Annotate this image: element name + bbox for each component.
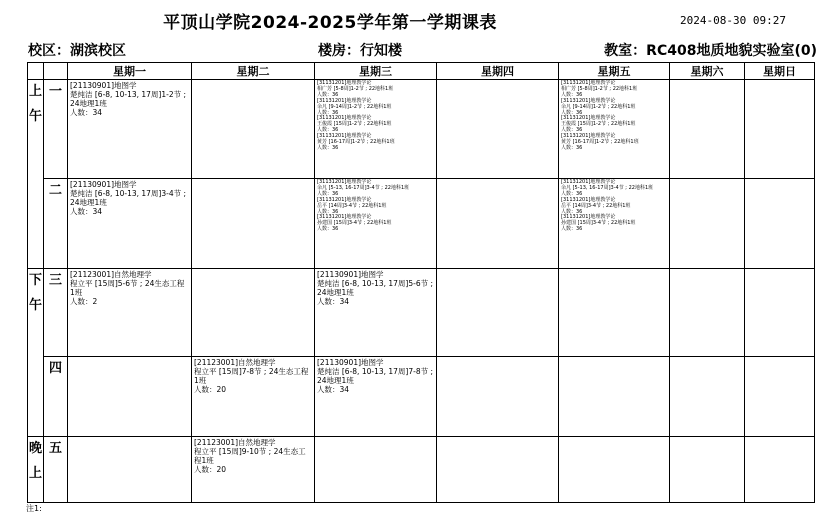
- slot-label: 三: [44, 269, 68, 357]
- slot-row: [28, 179, 815, 269]
- schedule-cell: [68, 437, 192, 503]
- schedule-cell: [68, 80, 192, 179]
- schedule-cell: [670, 80, 745, 179]
- slot-label: 一: [44, 80, 68, 179]
- slot-label: 二: [44, 179, 68, 269]
- header-corner-slot: [44, 63, 68, 80]
- schedule-cell: [437, 357, 559, 437]
- course-entry: [31131201]地理教学论 余凡 [9-14周]1-2节 ; 22地科1班 人数：36: [317, 97, 392, 116]
- schedule-cell: [437, 80, 559, 179]
- page-title: 平顶山学院2024-2025学年第一学期课表: [163, 13, 497, 33]
- course-entry: [21123001]自然地理学 程立平 [15周]5-6节 ; 24生态工程1班 人数：2: [70, 270, 185, 306]
- weekday-header: 星期日: [745, 63, 815, 80]
- schedule-cell: [559, 269, 670, 357]
- period-evening: [28, 437, 44, 503]
- timetable-grid: [27, 62, 815, 503]
- print-timestamp: 2024-08-30 09:27: [680, 14, 786, 27]
- schedule-cell: [315, 80, 437, 179]
- schedule-cell: [315, 437, 437, 503]
- weekday-header: 星期三: [315, 63, 437, 80]
- schedule-cell: [559, 80, 670, 179]
- schedule-cell: [745, 437, 815, 503]
- schedule-cell: [559, 179, 670, 269]
- course-entry: [31131201]地理教学论 孙建国 [15周]3-4节 ; 22地科1班 人数：36: [561, 214, 636, 233]
- course-entry: [21123001]自然地理学 程立平 [15周]9-10节 ; 24生态工程1班 人数：20: [194, 438, 306, 474]
- schedule-cell: [745, 80, 815, 179]
- schedule-cell: [192, 437, 315, 503]
- period-morning: [28, 80, 44, 269]
- slot-row: [28, 357, 815, 437]
- course-entry: [31131201]地理教学论 相广芳 [5-8周]1-2节 ; 22地科1班 人数：36: [561, 80, 638, 98]
- course-entry: [21130901]地图学 楚纯洁 [6-8, 10-13, 17周]7-8节 ; 24地理1班 人数：34: [317, 358, 434, 394]
- course-entry: [31131201]地理教学论 岳平 [14周]3-4节 ; 22地科1班 人数：36: [317, 196, 387, 215]
- schedule-cell: [437, 437, 559, 503]
- weekday-header: 星期二: [192, 63, 315, 80]
- schedule-cell: [559, 437, 670, 503]
- campus-info: 校区：湖滨校区: [28, 43, 126, 59]
- course-entry: [21130901]地图学 楚纯洁 [6-8, 10-13, 17周]3-4节 ; 24地理1班 人数：34: [70, 180, 187, 216]
- slot-row: [28, 80, 815, 179]
- schedule-cell: [670, 179, 745, 269]
- schedule-cell: [745, 357, 815, 437]
- schedule-cell: [315, 179, 437, 269]
- weekday-header: 星期一: [68, 63, 192, 80]
- schedule-cell: [745, 269, 815, 357]
- header-corner: [28, 63, 44, 80]
- course-entry: [31131201]地理教学论 王俊霞 [15周]1-2节 ; 22地科1班 人数：36: [317, 115, 392, 134]
- building-info: 楼房：行知楼: [318, 43, 402, 59]
- course-entry: [31131201]地理教学论 黄芳 [16-17周]1-2节 ; 22地科1班 人数：36: [317, 133, 395, 151]
- period-label: 下午: [28, 273, 42, 313]
- schedule-cell: [559, 357, 670, 437]
- course-entry: [21130901]地图学 楚纯洁 [6-8, 10-13, 17周]1-2节 ; 24地理1班 人数：34: [70, 81, 187, 117]
- schedule-cell: [437, 179, 559, 269]
- footnote: 注1:: [26, 504, 42, 513]
- schedule-cell: [192, 269, 315, 357]
- room-info: 教室：RC408地质地貌实验室(0): [604, 43, 817, 59]
- schedule-cell: [670, 357, 745, 437]
- weekday-header: 星期六: [670, 63, 745, 80]
- course-entry: [31131201]地理教学论 黄芳 [16-17周]1-2节 ; 22地科1班 人数：36: [561, 133, 639, 151]
- course-entry: [21123001]自然地理学 程立平 [15周]7-8节 ; 24生态工程1班 人数：20: [194, 358, 309, 394]
- period-label: 晚上: [28, 441, 42, 481]
- schedule-cell: [68, 179, 192, 269]
- schedule-cell: [437, 269, 559, 357]
- schedule-cell: [192, 80, 315, 179]
- schedule-cell: [315, 269, 437, 357]
- slot-label: 五: [44, 437, 68, 503]
- slot-row: [28, 437, 815, 503]
- schedule-cell: [68, 269, 192, 357]
- course-entry: [31131201]地理教学论 余凡 [9-14周]1-2节 ; 22地科1班 人数：36: [561, 97, 636, 116]
- weekday-header-row: [28, 63, 815, 80]
- schedule-cell: [315, 357, 437, 437]
- period-label: 上午: [28, 84, 42, 124]
- slot-row: [28, 269, 815, 357]
- slot-label: 四: [44, 357, 68, 437]
- period-afternoon: [28, 269, 44, 437]
- schedule-cell: [192, 179, 315, 269]
- schedule-cell: [745, 179, 815, 269]
- course-entry: [31131201]地理教学论 孙建国 [15周]3-4节 ; 22地科1班 人数：36: [317, 214, 392, 233]
- course-entry: [31131201]地理教学论 余凡 [5-13, 16-17周]3-4节 ; 22地科1班 人数：36: [317, 179, 410, 197]
- course-entry: [31131201]地理教学论 余凡 [5-13, 16-17周]3-4节 ; 22地科1班 人数：36: [561, 179, 654, 197]
- schedule-cell: [670, 269, 745, 357]
- course-entry: [21130901]地图学 楚纯洁 [6-8, 10-13, 17周]5-6节 ; 24地理1班 人数：34: [317, 270, 434, 306]
- weekday-header: 星期四: [437, 63, 559, 80]
- schedule-cell: [68, 357, 192, 437]
- course-entry: [31131201]地理教学论 相广芳 [5-8周]1-2节 ; 22地科1班 人数：36: [317, 80, 394, 98]
- weekday-header: 星期五: [559, 63, 670, 80]
- course-entry: [31131201]地理教学论 岳平 [14周]3-4节 ; 22地科1班 人数：36: [561, 196, 631, 215]
- schedule-cell: [192, 357, 315, 437]
- schedule-cell: [670, 437, 745, 503]
- course-entry: [31131201]地理教学论 王俊霞 [15周]1-2节 ; 22地科1班 人数：36: [561, 115, 636, 134]
